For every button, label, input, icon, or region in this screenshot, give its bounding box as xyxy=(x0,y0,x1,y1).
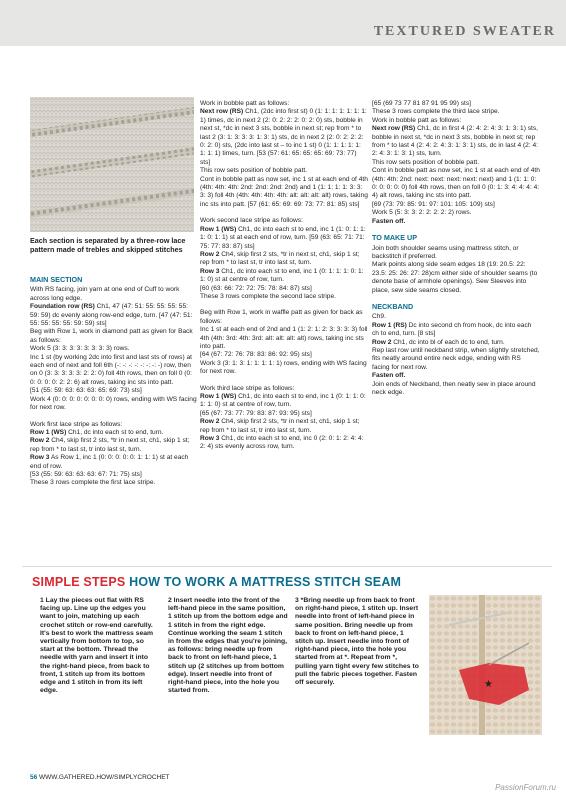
step-1: 1 Lay the pieces out flat with RS facing up. Line up the edges you want to join, matching up each crochet stitch or row-end carefully. It's best to work the mattress seam vertically from bottom to top, so start at the bottom. Thread the needle with yarn and insert it into the right-hand piece, from back to front, 1 stitch up from its bottom edge and 1 stitch in from its left edge. xyxy=(40,597,154,695)
photo-caption: Each section is separated by a three-row lace pattern made of trebles and skipped stitches xyxy=(30,236,186,254)
column-3 xyxy=(372,100,540,405)
make-up-heading: TO MAKE UP xyxy=(372,233,417,243)
paragraph: With RS facing, join yarn at one end of Cuff to work across long edge. Foundation row (RS) Ch1, 47 (47: 51: 55: 55: 55: 55: 59: 59) dc evenly along row-end edge, turn. [47 (47: 51: 55: 55: 55: 55: 59: 59) sts] xyxy=(30,286,193,328)
steps-title: HOW TO WORK A MATTRESS STITCH SEAM xyxy=(129,575,402,589)
paragraph: [65 (69 73 77 81 87 91 95 99) sts] These 3 rows complete the third lace stripe. Work in bobble patt as follows: Next row (RS) Ch1, dc in first 4 (2: 4: 2: 4: 3: 1: 3: 1) sts, bobble in next st, *dc in next 3 sts, bobble in next st; rep from * to last 4 (2: 4: 2: 4: 3: 1: 3: 1) sts, dc in last 4 (2: 4: 2: 4: 3: 1: 3: 1) sts, turn. This row sets position of bobble patt. Cont in bobble patt as now set, inc 1 st at each end of 4th (4th: 4th: 2nd: next: next: next: next: next) and 1 (1: 1: 0: 0: 0: 0: 0: 0) foll 4th rows, then on foll 0 (0: 1: 3: 4: 4: 4: 4: 4) alt rows, taking inc sts into patt. [69 (73: 79: 85: 91: 97: 101: 105: 109) sts] Work 5 (5: 3: 3: 2: 2: 2: 2: 2) rows. Fasten off. xyxy=(372,100,540,225)
paragraph: Work first lace stripe as follows: Row 1 (WS) Ch1, dc into each st to end, turn. Row 2 Ch4, skip first 2 sts, *tr in next st, ch1, skip 1 st; rep from * to last st, tr into last st, turn. Row 3 As Row 1, inc 1 (0: 0: 0: 0: 0: 1: 1: 1) st at each end of row. [53 (55: 59: 63: 63: 63: 67: 71: 75) sts] These 3 rows complete the first lace stripe. xyxy=(30,420,190,487)
steps-heading xyxy=(32,575,401,589)
step-2: 2 Insert needle into the front of the left-hand piece in the same position, 1 stitch up from the bottom edge and 1 stitch in from the right edge. Continue working the seam 1 stitch in from the edges that you're joining, as follows: bring needle up from back to front on left-hand piece, 1 stitch up (2 stitches up from bottom edge). Insert needle into front of right-hand piece, into the hole you started from. xyxy=(168,597,288,695)
paragraph: Ch9. Row 1 (RS) Dc into second ch from hook, dc into each ch to end, turn. [8 sts] Row 2 Ch1, dc into bl of each dc to end, turn. Rep last row until neckband strip, when slightly stretched, fits neatly around entire neck edge, ending with RS facing for next row. Fasten off. Join ends of Neckband, then neatly sew in place around neck edge. xyxy=(372,313,540,396)
main-section-heading: MAIN SECTION xyxy=(30,275,83,284)
mattress-stitch-photo xyxy=(429,595,542,735)
column-1 xyxy=(30,276,198,496)
column-2 xyxy=(200,100,368,460)
paragraph: Work third lace stripe as follows: Row 1 (WS) Ch1, dc into each st to end, inc 1 (0: 1: 1: 0: 1: 1: 0) st at centre of row, turn. [65 (67: 73: 77: 79: 83: 87: 93: 95) sts] Row 2 Ch4, skip first 2 sts, *tr in next st, ch1, skip 1 st; rep from * to last st, tr into last st, turn. Row 3 Ch1, dc into each st to end, inc 0 (2: 0: 1: 2: 4: 4: 2: 4) sts evenly across row, turn. xyxy=(200,384,366,451)
sweater-photo xyxy=(30,97,194,232)
page-footer: 56 WWW.GATHERED.HOW/SIMPLYCROCHET xyxy=(30,774,170,781)
paragraph: Work second lace stripe as follows: Row 1 (WS) Ch1, dc into each st to end, inc 1 (1: 0: 1: 1: 1: 0: 1: 1) st at each end of row, turn. [59 (63: 65: 71: 71: 75: 77: 83: 87) sts] Row 2 Ch4, skip first 2 sts, *tr in next st, ch1, skip 1 st; rep from * to last st, tr into last st, turn. Row 3 Ch1, dc into each st to end, inc 1 (0: 1: 1: 1: 0: 1: 1: 0) st at centre of row, turn. [60 (63: 66: 72: 72: 75: 78: 84: 87) sts] These 3 rows complete the second lace stripe. xyxy=(200,217,366,300)
step-3: 3 *Bring needle up from back to front on right-hand piece, 1 stitch up. Insert needle into front of left-hand piece in same position. Bring needle up from back to front on left-hand piece, 1 stitch up. Insert needle into front of right-hand piece, into the hole you started from at *. Repeat from *, pulling yarn tight every few stitches to pull the fabric pieces together. Fasten off securely. xyxy=(295,597,419,687)
steps-label: SIMPLE STEPS xyxy=(32,575,126,589)
paragraph: Join both shoulder seams using mattress stitch, or backstitch if preferred. Mark points along side seam edges 18 (19: 20.5: 22: 23.5: 25: 26: 27: 28)cm either side of shoulder seams (to denote base of armhole openings). Sew Sleeves into place, sew side seams closed. xyxy=(372,244,538,294)
simple-steps-box xyxy=(22,566,552,767)
paragraph: Beg with Row 1, work in waffle patt as given for back as follows: Inc 1 st at each end of 2nd and 1 (1: 2: 1: 2: 3: 3: 3: 3) foll 4th (4th: 3rd: 4th: 3rd: alt: alt: alt: alt) rows, taking inc sts into patt. [64 (67: 72: 76: 78: 83: 86: 92: 95) sts] Work 3 (3: 1: 3: 1: 1: 1: 1: 1) rows, ending with WS facing for next row. xyxy=(200,309,368,376)
paragraph: Beg with Row 1, work in diamond patt as given for Back as follows: Work 5 (3: 3: 3: 3: 3: 3: 3: 3) rows. Inc 1 st (by working 2dc into first and last sts of rows) at each end of next and foll 6th (-: -: -: -: -: -: -: -) row, then on 0 (3: 3: 3: 3: 3: 2: 2: 0) foll 4th rows, then on foll 0 (0: 0: 0: 0: 0: 2: 2: 6) alt rows, taking inc sts into patt. [51 (55: 59: 63: 63: 63: 65: 69: 73) sts] Work 4 (0: 0: 0: 0: 0: 0: 0: 0) rows, ending with WS facing for next row. xyxy=(30,328,197,412)
neckband-heading: NECKBAND xyxy=(372,301,414,311)
paragraph: Work in bobble patt as follows: Next row (RS) Ch1, (2dc into first st) 0 (1: 1: 1: 1: 1: 1: 1: 1) times, dc in next 2 (2: 0: 2: 2: 2: 0: 2: 0) sts, bobble in next st, *dc in next 3 sts, bobble in next st; rep from * to last 2 (3: 1: 3: 3: 3: 1: 3: 1) sts, dc in next 2 (2: 0: 2: 2: 2: 0: 2: 0) sts, (2dc into last st – to inc 1 st) 0 (1: 1: 1: 1: 1: 1: 1: 1) times, turn. [53 (57: 61: 65: 65: 65: 69: 73: 77) sts] This row sets position of bobble patt. Cont in bobble patt as now set, inc 1 st at each end of 4th (4th: 4th: 4th: 2nd: 2nd: 2nd: 2nd) and 1 (1: 1: 1: 1: 3: 3: 3: 3) foll 4th (4th: 4th: 4th: 4th: alt: alt: alt: alt) rows, taking inc sts into patt. [57 (61: 65: 69: 69: 73: 77: 81: 85) sts] xyxy=(200,100,368,208)
section-title: TEXTURED SWEATER xyxy=(373,24,556,39)
watermark: PassionForum.ru xyxy=(495,783,556,792)
svg-text:★: ★ xyxy=(484,679,493,690)
header-band xyxy=(0,0,566,46)
